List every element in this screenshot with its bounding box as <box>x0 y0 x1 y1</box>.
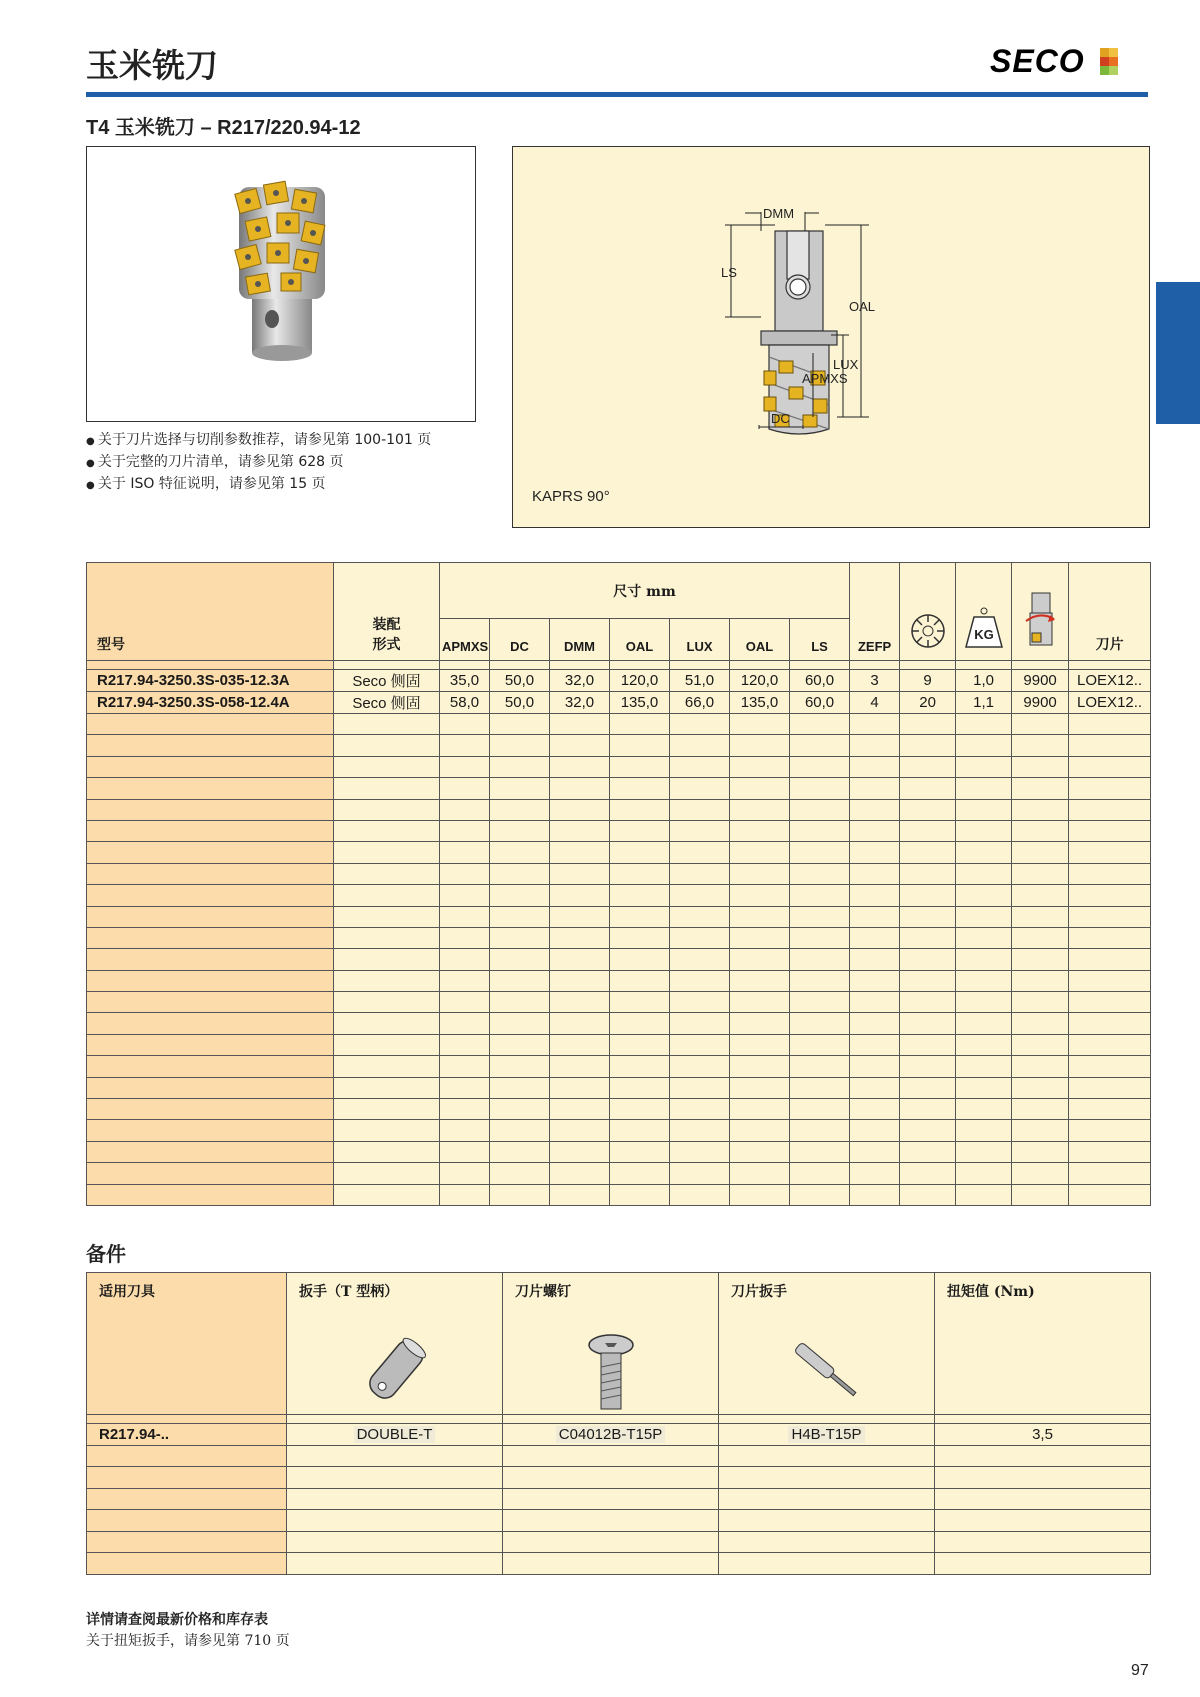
empty-row <box>87 992 1151 1013</box>
empty-row <box>87 714 1151 735</box>
header-apmxs: APMXS <box>440 619 490 661</box>
ls-cell: 60,0 <box>790 670 850 692</box>
apmxs-cell: 35,0 <box>440 670 490 692</box>
kg-cell: 1,1 <box>956 692 1012 714</box>
spare-empty-rows <box>87 1445 1151 1574</box>
footer-line: 关于扭矩扳手，请参见第 710 页 <box>86 1633 290 1649</box>
dc-label: DC <box>771 411 790 426</box>
header-key: 刀片扳手 <box>719 1273 935 1415</box>
header-oal: OAL <box>730 619 790 661</box>
empty-rows <box>87 714 1151 1206</box>
empty-row <box>87 1445 1151 1467</box>
header-lux: LUX <box>670 619 730 661</box>
footer-line: 详情请查阅最新价格和库存表 <box>86 1612 268 1628</box>
empty-row <box>87 863 1151 884</box>
rpm-cell: 9900 <box>1012 692 1069 714</box>
torque-cell: 3,5 <box>935 1424 1151 1446</box>
header-zefp: ZEFP <box>850 563 900 661</box>
header-insert: 刀片 <box>1069 563 1151 661</box>
empty-row <box>87 1163 1151 1184</box>
insert-cell[interactable]: LOEX12.. <box>1069 692 1151 714</box>
screw-cell[interactable]: C04012B-T15P <box>503 1424 719 1446</box>
empty-row <box>87 1034 1151 1055</box>
oal-cell: 120,0 <box>730 670 790 692</box>
lux-cell: 66,0 <box>670 692 730 714</box>
seco-logo <box>990 44 1120 78</box>
dmm-cell: 32,0 <box>550 692 610 714</box>
apmxs-cell: 58,0 <box>440 692 490 714</box>
empty-row <box>87 927 1151 948</box>
lux-cell: 51,0 <box>670 670 730 692</box>
rpm-cell: 9900 <box>1012 670 1069 692</box>
ls-cell: 60,0 <box>790 692 850 714</box>
oal-cell: 135,0 <box>610 692 670 714</box>
dmm-label: DMM <box>763 206 795 221</box>
oal-cell: 120,0 <box>610 670 670 692</box>
kaprs-label: KAPRS 90° <box>532 488 610 505</box>
header-dc: DC <box>490 619 550 661</box>
empty-row <box>87 778 1151 799</box>
empty-row <box>87 1553 1151 1575</box>
model-cell[interactable]: R217.94-3250.3S-035-12.3A <box>87 670 334 692</box>
note-item: ● 关于刀片选择与切削参数推荐，请参见第 100-101 页 <box>86 430 431 452</box>
empty-row <box>87 1056 1151 1077</box>
page-title: 玉米铣刀 <box>86 46 218 85</box>
insert-screw-icon <box>581 1331 641 1415</box>
empty-row <box>87 799 1151 820</box>
product-table <box>86 562 1151 1206</box>
empty-row <box>87 1120 1151 1141</box>
spare-parts-row <box>87 1424 1151 1446</box>
teeth-icon <box>900 563 956 661</box>
empty-row <box>87 1099 1151 1120</box>
zefp-cell: 4 <box>850 692 900 714</box>
table-row <box>87 670 1151 692</box>
dimension-diagram <box>512 146 1150 528</box>
empty-row <box>87 1531 1151 1553</box>
header-screw: 刀片螺钉 <box>503 1273 719 1415</box>
product-photo <box>86 146 476 422</box>
product-subtitle: T4 玉米铣刀 – R217/220.94-12 <box>86 117 361 139</box>
empty-row <box>87 949 1151 970</box>
mount-cell: Seco 侧固 <box>334 692 440 714</box>
empty-row <box>87 820 1151 841</box>
note-item: ● 关于 ISO 特征说明，请参见第 15 页 <box>86 474 431 496</box>
model-cell[interactable]: R217.94-3250.3S-058-12.4A <box>87 692 334 714</box>
dc-cell: 50,0 <box>490 692 550 714</box>
footer-notes <box>86 1610 290 1652</box>
zefp-cell: 3 <box>850 670 900 692</box>
note-item: ● 关于完整的刀片清单，请参见第 628 页 <box>86 452 431 474</box>
lux-label: LUX <box>833 357 859 372</box>
insert-key-icon <box>787 1331 867 1411</box>
max-rpm-icon <box>1012 563 1069 661</box>
empty-row <box>87 1077 1151 1098</box>
empty-row <box>87 756 1151 777</box>
t-wrench-icon <box>355 1331 435 1411</box>
table-row <box>87 692 1151 714</box>
key-cell[interactable]: H4B-T15P <box>719 1424 935 1446</box>
notes-list <box>86 430 431 496</box>
header-tool: 适用刀具 <box>87 1273 287 1415</box>
logo-text: SECO <box>990 44 1085 78</box>
header-oal: OAL <box>610 619 670 661</box>
spare-parts-title: 备件 <box>86 1242 126 1266</box>
empty-row <box>87 1467 1151 1489</box>
header-dimensions: 尺寸 mm <box>440 563 850 619</box>
empty-row <box>87 1488 1151 1510</box>
oal-cell: 135,0 <box>730 692 790 714</box>
header-ls: LS <box>790 619 850 661</box>
spare-parts-table <box>86 1272 1151 1575</box>
weight-icon <box>956 563 1012 661</box>
dc-cell: 50,0 <box>490 670 550 692</box>
header-torque: 扭矩值 (Nm) <box>935 1273 1151 1415</box>
teeth-cell: 9 <box>900 670 956 692</box>
page-number: 97 <box>1131 1662 1149 1679</box>
kg-label: KG <box>973 627 994 642</box>
empty-row <box>87 1510 1151 1532</box>
section-tab <box>1156 282 1200 424</box>
dmm-cell: 32,0 <box>550 670 610 692</box>
header-rule <box>86 92 1148 97</box>
empty-row <box>87 906 1151 927</box>
empty-row <box>87 735 1151 756</box>
kg-cell: 1,0 <box>956 670 1012 692</box>
header-model: 型号 <box>87 563 334 661</box>
header-mount: 装配 形式 <box>334 563 440 661</box>
empty-row <box>87 1013 1151 1034</box>
empty-row <box>87 1184 1151 1205</box>
empty-row <box>87 842 1151 863</box>
mount-cell: Seco 侧固 <box>334 670 440 692</box>
teeth-cell: 20 <box>900 692 956 714</box>
insert-cell[interactable]: LOEX12.. <box>1069 670 1151 692</box>
ls-label: LS <box>721 265 737 280</box>
tool-cell: R217.94-.. <box>87 1424 287 1446</box>
corn-mill-illustration <box>87 147 477 423</box>
wrench-cell[interactable]: DOUBLE-T <box>287 1424 503 1446</box>
empty-row <box>87 1141 1151 1162</box>
header-wrench: 扳手（T 型柄） <box>287 1273 503 1415</box>
empty-row <box>87 885 1151 906</box>
oal-label: OAL <box>849 299 876 314</box>
empty-row <box>87 970 1151 991</box>
apmxs-label: APMXS <box>802 371 848 386</box>
header-dmm: DMM <box>550 619 610 661</box>
